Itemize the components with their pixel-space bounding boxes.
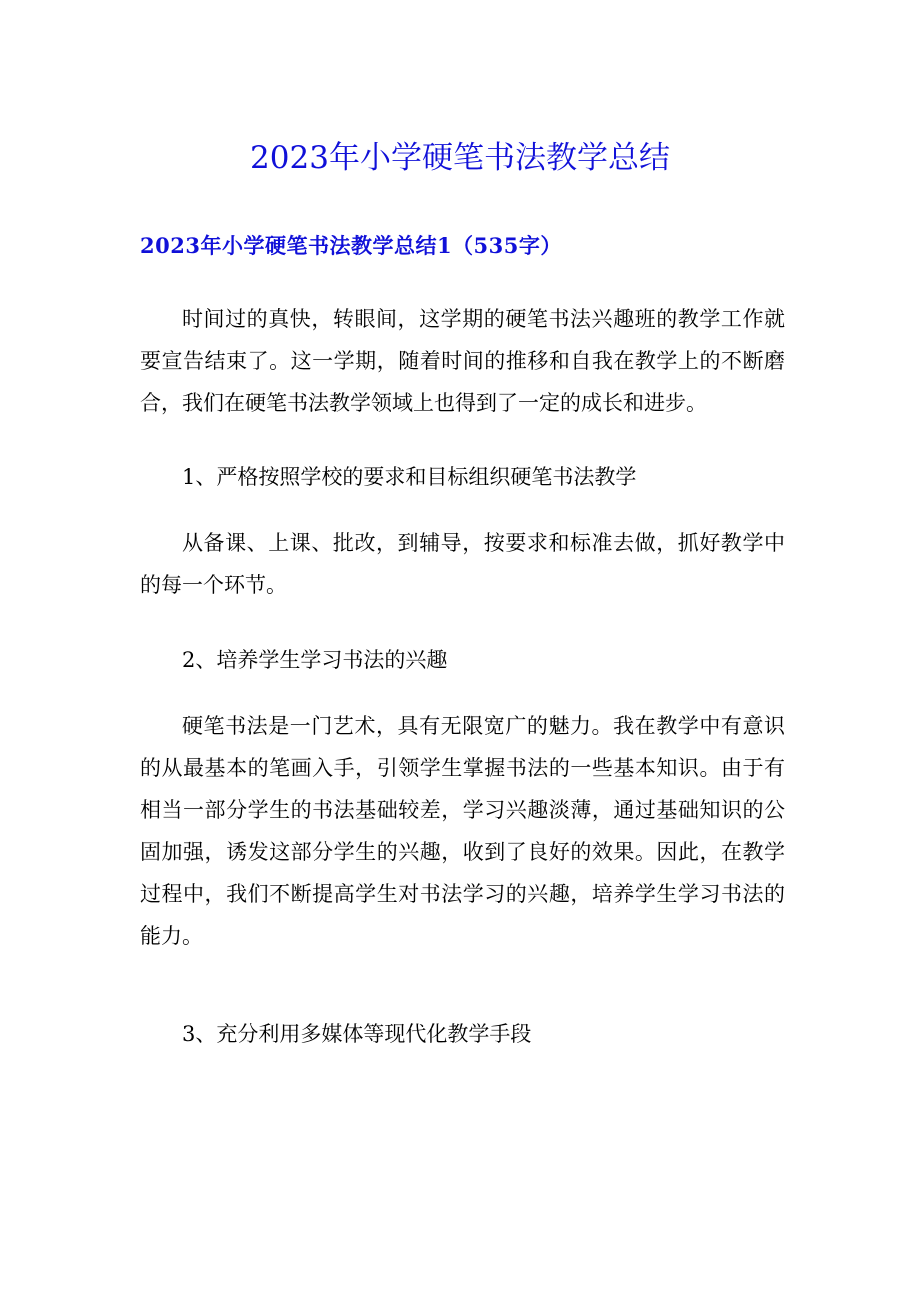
paragraph-point-1-body: 从备课、上课、批改，到辅导，按要求和标准去做，抓好教学中的每一个环节。 bbox=[140, 531, 785, 597]
paragraph-point-2-heading: 2、培养学生学习书法的兴趣 bbox=[182, 648, 448, 672]
document-title: 2023年小学硬笔书法教学总结 bbox=[250, 140, 670, 176]
paragraph-intro: 时间过的真快，转眼间，这学期的硬笔书法兴趣班的教学工作就要宣告结束了。这一学期，随着时间的推移和自我在教学上的不断磨合，我们在硬笔书法教学领域上也得到了一定的成长和进步。 bbox=[140, 307, 785, 415]
section-heading: 2023年小学硬笔书法教学总结1（535字） bbox=[140, 233, 562, 258]
paragraph-point-1-heading: 1、严格按照学校的要求和目标组织硬笔书法教学 bbox=[182, 465, 637, 489]
paragraph-point-2-body: 硬笔书法是一门艺术，具有无限宽广的魅力。我在教学中有意识的从最基本的笔画入手，引领学生掌握书法的一些基本知识。由于有相当一部分学生的书法基础较差，学习兴趣淡薄，通过基础知识的公固加强，诱发这部分学生的兴趣，收到了良好的效果。因此，在教学过程中，我们不断提高学生对书法学习的兴趣，培养学生学习书法的能力。 bbox=[140, 714, 785, 948]
paragraph-point-3-heading: 3、充分利用多媒体等现代化教学手段 bbox=[182, 1022, 532, 1046]
